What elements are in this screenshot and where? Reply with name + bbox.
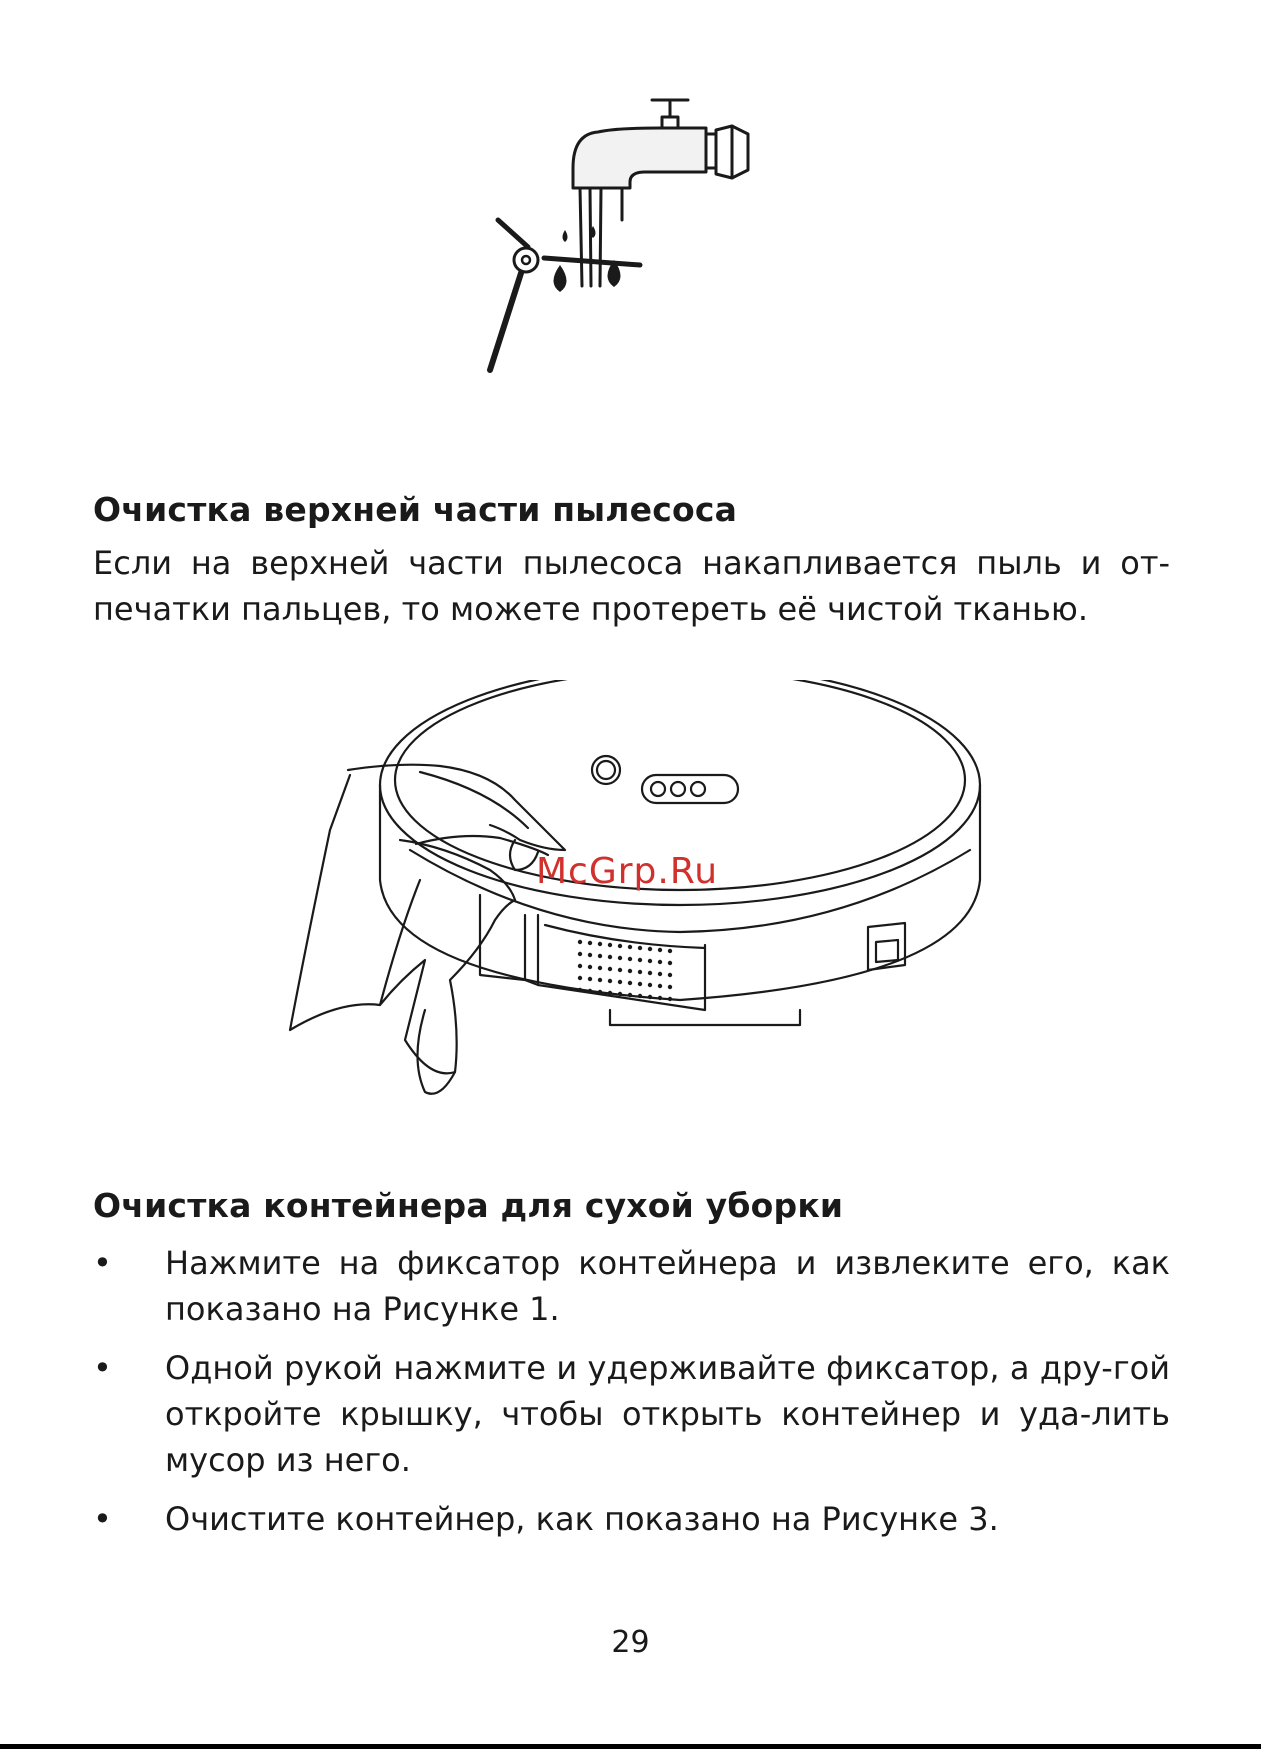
list-item-text: Очистите контейнер, как показано на Рисунке 3. xyxy=(165,1500,999,1538)
section-paragraph-top-cleaning: Если на верхней части пылесоса накапливается пыль и от-печатки пальцев, то можете протереть её чистой тканью. xyxy=(93,544,1170,628)
list-item xyxy=(93,1496,1170,1542)
section-title-dustbin-cleaning: Очистка контейнера для сухой уборки xyxy=(93,1186,844,1225)
bullet-mark: • xyxy=(93,1244,112,1282)
page-number: 29 xyxy=(611,1625,650,1660)
list-item xyxy=(93,1345,1170,1483)
watermark-text: McGrp.Ru xyxy=(536,851,719,892)
section-title-top-cleaning: Очистка верхней части пылесоса xyxy=(93,490,738,529)
bottom-border xyxy=(0,1744,1261,1749)
robot-vacuum-wiping-illustration xyxy=(280,680,990,1120)
list-item-text: Нажмите на фиксатор контейнера и извлеките его, как показано на Рисунке 1. xyxy=(165,1244,1170,1328)
faucet-brush-illustration xyxy=(470,90,800,420)
list-item-text: Одной рукой нажмите и удерживайте фиксатор, а дру-гой откройте крышку, чтобы открыть контейнер и уда-лить мусор из него. xyxy=(165,1349,1170,1479)
dustbin-steps-list xyxy=(93,1240,1170,1555)
list-item xyxy=(93,1240,1170,1332)
bullet-mark: • xyxy=(93,1500,112,1538)
bullet-mark: • xyxy=(93,1349,112,1387)
